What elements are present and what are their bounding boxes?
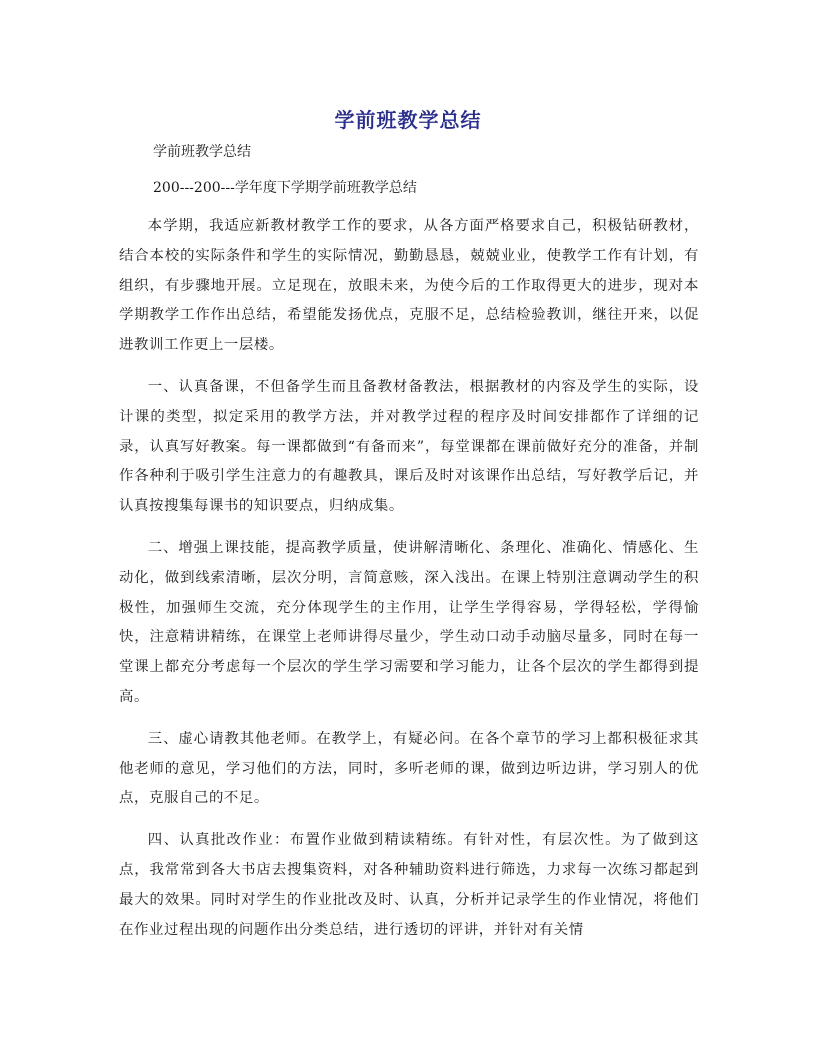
paragraph-intro: 本学期，我适应新教材教学工作的要求，从各方面严格要求自己，积极钻研教材，结合本校的实际条件和学生的实际情况，勤勤恳恳，兢兢业业，使教学工作有计划，有组织，有步骤地开展。立足现在，放眼未来，为使今后的工作取得更大的进步，现对本学期教学工作作出总结，希望能发扬优点，克服不足，总结检验教训，继往开来，以促进教训工作更上一层楼。 — [119, 218, 699, 354]
paragraph-lesson-preparation: 一、认真备课，不但备学生而且备教材备教法，根据教材的内容及学生的实际，设计课的类型，拟定采用的教学方法，并对教学过程的程序及时间安排都作了详细的记录，认真写好教案。每一课都做到“有备而来”，每堂课都在课前做好充分的准备，并制作各种利于吸引学生注意力的有趣教具，课后及时对该课作出总结，写好教学后记，并认真按搜集每课书的知识要点，归纳成集。 — [119, 378, 699, 515]
paragraph-consult-teachers: 三、虚心请教其他老师。在教学上，有疑必问。在各个章节的学习上都积极征求其他老师的意见，学习他们的方法，同时，多听老师的课，做到边听边讲，学习别人的优点，克服自己的不足。 — [119, 730, 699, 807]
paragraph-homework-grading: 四、认真批改作业：布置作业做到精读精练。有针对性，有层次性。为了做到这点，我常常到各大书店去搜集资料，对各种辅助资料进行筛选，力求每一次练习都起到最大的效果。同时对学生的作业批改及时、认真，分析并记录学生的作业情况，将他们在作业过程出现的问题作出分类总结，进行透切的评讲，并针对有关情 — [119, 832, 699, 938]
term-heading: 200---200---学年度下学期学前班教学总结 — [153, 180, 417, 196]
document-body — [119, 212, 699, 957]
paragraph-teaching-skills: 二、增强上课技能，提高教学质量，使讲解清晰化、条理化、准确化、情感化、生动化，做到线索清晰，层次分明，言简意赅，深入浅出。在课上特别注意调动学生的积极性，加强师生交流，充分体现学生的主作用，让学生学得容易，学得轻松，学得愉快，注意精讲精练，在课堂上老师讲得尽量少，学生动口动手动脑尽量多，同时在每一堂课上都充分考虑每一个层次的学生学习需要和学习能力，让各个层次的学生都得到提高。 — [119, 539, 699, 705]
document-subtitle: 学前班教学总结 — [153, 144, 251, 160]
document-title: 学前班教学总结 — [334, 108, 482, 132]
